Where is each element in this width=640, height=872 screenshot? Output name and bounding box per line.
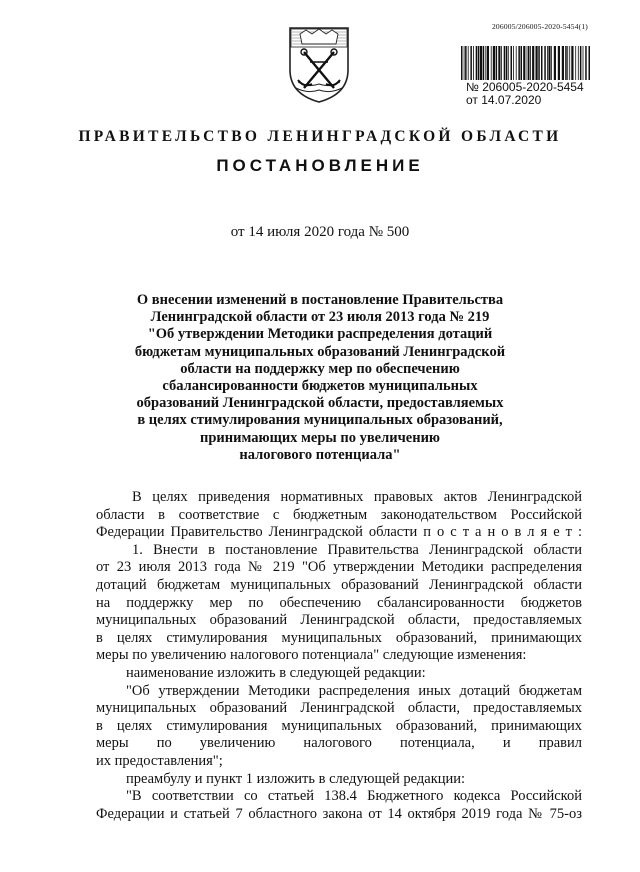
body-line: 1. Внести в постановление Правительства Ленинградской области [132, 541, 582, 558]
body-line: муниципальных образований Ленинградской области, предоставляемых [96, 700, 582, 717]
body-line: муниципальных образований Ленинградской области, предоставляемых [96, 612, 582, 629]
body-line: области в соответствие с бюджетным законодательством Российской [96, 506, 582, 523]
subject-line: принимающих меры по увеличению [199, 429, 441, 446]
document-body [96, 489, 582, 823]
subject-line: области на поддержку мер по обеспечению [180, 360, 460, 377]
body-line: Федерации и статьей 7 областного закона от 14 октября 2019 года № 75-оз [96, 805, 582, 822]
body-line: в целях стимулирования муниципальных образований, принимающих [96, 717, 582, 734]
body-line: меры по увеличению налогового потенциала, и правил [96, 735, 582, 752]
body-line: от 23 июля 2013 года № 219 "Об утверждении Методики распределения [96, 559, 582, 576]
body-line: в целях стимулирования муниципальных образований, принимающих [96, 629, 582, 646]
body-line: дотаций бюджетам муниципальных образований Ленинградской области [96, 576, 582, 593]
subject-line: бюджетам муниципальных образований Ленинградской [134, 343, 506, 360]
body-line: "В соответствии со статьей 138.4 Бюджетного кодекса Российской [126, 788, 582, 805]
body-line: В целях приведения нормативных правовых актов Ленинградской [132, 489, 582, 505]
barcode-icon [461, 46, 591, 80]
document-subject [120, 292, 520, 464]
body-line: Федерации Правительство Ленинградской области п о с т а н о в л я е т : [96, 524, 582, 541]
document-type: ПОСТАНОВЛЕНИЕ [216, 156, 424, 175]
subject-line: в целях стимулирования муниципальных образований, [137, 412, 503, 429]
registration-date: от 14.07.2020 [466, 93, 542, 107]
subject-line: образований Ленинградской области, предоставляемых [136, 395, 504, 412]
subject-line: Ленинградской области от 23 июля 2013 года № 219 [150, 309, 490, 326]
document-date: от 14 июля 2020 года № 500 [230, 224, 410, 240]
registration-number: № 206005-2020-5454 [466, 80, 584, 94]
body-line: преамбулу и пункт 1 изложить в следующей редакции: [126, 770, 466, 787]
coat-of-arms-icon [286, 22, 352, 104]
body-line: меры по увеличению налогового потенциала" следующие изменения: [96, 647, 527, 664]
body-line: "Об утверждении Методики распределения иных дотаций бюджетам [126, 682, 582, 699]
organization-title: ПРАВИТЕЛЬСТВО ЛЕНИНГРАДСКОЙ ОБЛАСТИ [78, 128, 562, 145]
subject-line: О внесении изменений в постановление Правительства [136, 292, 504, 308]
body-line: наименование изложить в следующей редакции: [126, 664, 426, 681]
document-code: 206005/206005-2020-5454(1) [491, 22, 588, 31]
body-line: их предоставления"; [96, 752, 223, 769]
subject-line: налогового потенциала" [239, 446, 401, 463]
subject-line: "Об утверждении Методики распределения дотаций [147, 326, 493, 343]
body-line: на поддержку мер по обеспечению сбалансированности бюджетов [96, 594, 582, 611]
subject-line: сбалансированности бюджетов муниципальных [162, 378, 478, 395]
